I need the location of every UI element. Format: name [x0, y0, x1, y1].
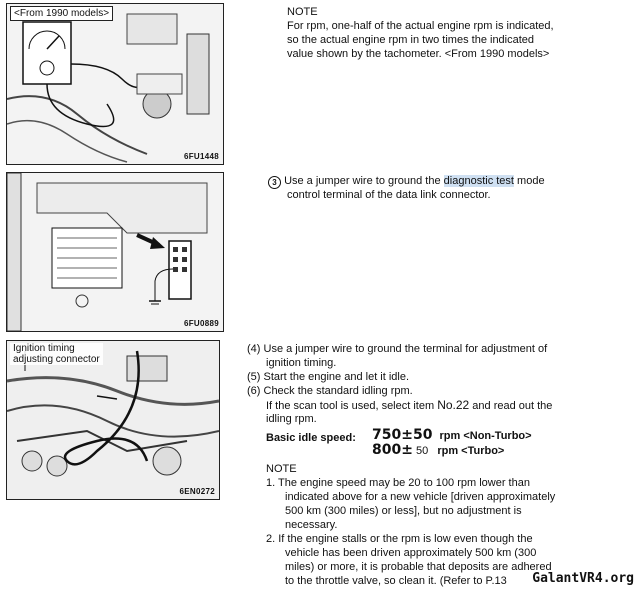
step-text: and read out the [469, 400, 553, 412]
turbo-tolerance: 50 [412, 445, 429, 457]
scan-item: No.22 [437, 398, 470, 412]
figure-code: 6FU1448 [183, 152, 219, 161]
turbo-value: 800± [372, 442, 413, 458]
tachometer-illustration [7, 4, 223, 164]
data-link-connector-illustration [7, 173, 223, 331]
step-marker: 3 [268, 176, 281, 189]
step-text: mode [513, 175, 545, 187]
figure-label: <From 1990 models> [10, 6, 113, 21]
watermark: GalantVR4.org [532, 571, 634, 586]
note-item: 1. The engine speed may be 20 to 100 rpm lower than [266, 477, 530, 489]
idle-speed-label: Basic idle speed: [266, 432, 356, 444]
label-line: adjusting connector [13, 354, 100, 365]
note-text: vehicle has been driven approximately 500 km (300 [285, 547, 537, 559]
step-text: ignition timing. [266, 357, 337, 369]
figure-code: 6EN0272 [179, 487, 215, 496]
step-text: idling rpm. [266, 413, 317, 425]
note-text: to the throttle valve, so clean it. (Refer to P.13 [285, 575, 507, 587]
step-5: (5) Start the engine and let it idle. [247, 371, 410, 383]
figure-data-link-connector [6, 172, 224, 332]
note-heading: NOTE [287, 6, 318, 18]
step-4: (4) Use a jumper wire to ground the terminal for adjustment of [247, 343, 548, 355]
note-text: 500 km (300 miles) or less], but no adjustment is [285, 505, 522, 517]
note-text: miles) or more, it is probable that deposits are adhered [285, 561, 552, 573]
step-3 [268, 175, 545, 189]
step-text [266, 399, 552, 414]
nonturbo-unit: rpm <Non-Turbo> [439, 430, 532, 442]
idle-speed-turbo [372, 444, 504, 459]
note-text: necessary. [285, 519, 338, 531]
label-line: Ignition timing [13, 343, 75, 354]
note-text: so the actual engine rpm in two times the indicated [287, 34, 535, 46]
note-heading: NOTE [266, 463, 297, 475]
note-text: indicated above for a new vehicle [driven approximately [285, 491, 556, 503]
note-text: value shown by the tachometer. <From 1990 models> [287, 48, 550, 60]
step-6: (6) Check the standard idling rpm. [247, 385, 413, 397]
note-item: 2. If the engine stalls or the rpm is low even though the [266, 533, 533, 545]
figure-code: 6FU0889 [183, 319, 219, 328]
figure-label [10, 343, 103, 365]
turbo-unit: rpm <Turbo> [437, 445, 505, 457]
figure-tachometer [6, 3, 224, 165]
step-text: If the scan tool is used, select item [266, 400, 438, 412]
step-text: control terminal of the data link connector. [287, 189, 491, 201]
figure-ignition-timing-connector [6, 340, 220, 500]
highlighted-text[interactable]: diagnostic test [443, 175, 514, 187]
nonturbo-value: 750±50 [372, 427, 433, 443]
step-text: Use a jumper wire to ground the [284, 175, 444, 187]
note-text: For rpm, one-half of the actual engine rpm is indicated, [287, 20, 554, 32]
